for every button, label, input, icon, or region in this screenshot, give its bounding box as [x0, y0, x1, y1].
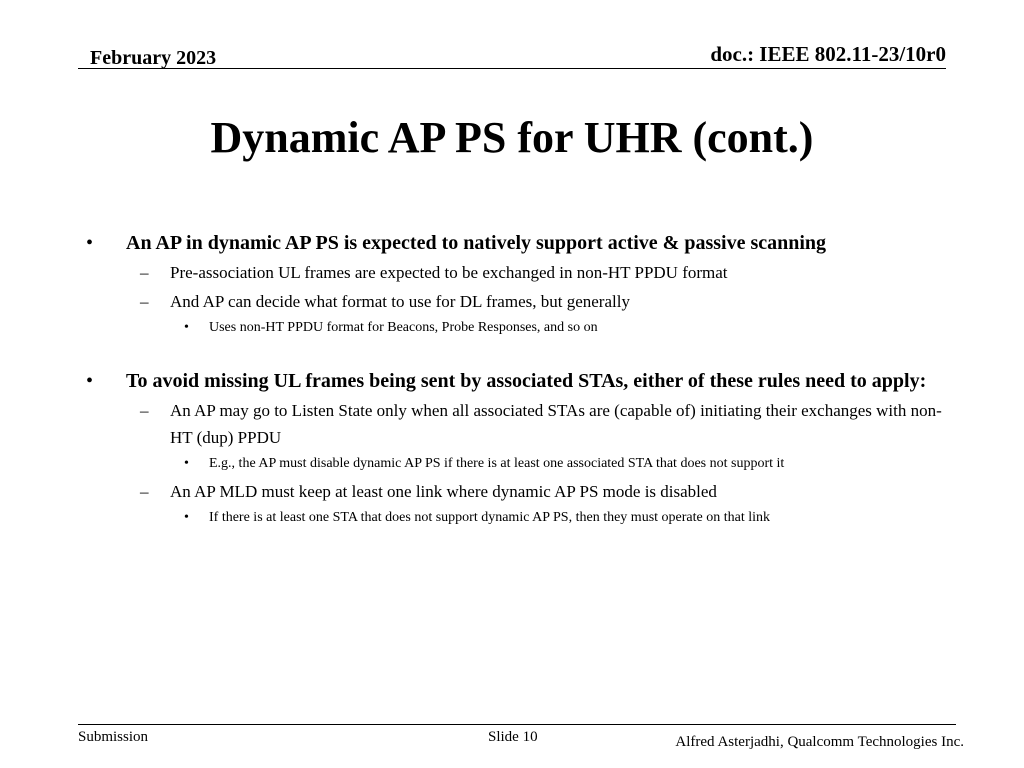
bullet-1-2-text: And AP can decide what format to use for DL frames, but generally — [170, 292, 630, 311]
bullet-1-1 — [84, 259, 964, 286]
bullet-2-2-text: An AP MLD must keep at least one link where dynamic AP PS mode is disabled — [170, 482, 717, 501]
footer-submission: Submission — [78, 729, 149, 745]
bullet-2-2-1 — [84, 505, 964, 530]
bullet-2-2 — [84, 478, 964, 505]
footer-rule — [78, 724, 956, 725]
bullet-2-1-text: An AP may go to Listen State only when all associated STAs are (capable of) initiating their exchanges with non-HT (dup) PPDU — [170, 401, 942, 447]
spacer — [84, 340, 964, 368]
bullet-2-2-1-text: If there is at least one STA that does not support dynamic AP PS, then they must operate on that link — [209, 510, 770, 525]
bullet-1-2 — [84, 288, 964, 315]
bullet-2 — [84, 368, 964, 395]
bullet-marker: • — [86, 232, 94, 254]
bullet-1-2-1 — [84, 315, 964, 340]
header-date: February 2023 — [90, 47, 217, 69]
bullet-2-1-1 — [84, 451, 964, 476]
header-doc-id: doc.: IEEE 802.11-23/10r0 — [710, 42, 946, 66]
bullet-2-1 — [84, 397, 964, 451]
footer-author: Alfred Asterjadhi, Qualcomm Technologies Inc. — [675, 734, 964, 750]
bullet-marker: • — [184, 456, 189, 471]
bullet-1-1-text: Pre-association UL frames are expected to be exchanged in non-HT PPDU format — [170, 263, 728, 282]
bullet-2-text: To avoid missing UL frames being sent by associated STAs, either of these rules need to apply: — [126, 370, 927, 392]
slide-body — [84, 230, 964, 530]
bullet-2-1-1-text: E.g., the AP must disable dynamic AP PS if there is at least one associated STA that does not support it — [209, 456, 785, 471]
bullet-marker: • — [184, 320, 189, 335]
slide-title: Dynamic AP PS for UHR (cont.) — [210, 113, 814, 162]
dash-marker: – — [140, 292, 149, 311]
bullet-1 — [84, 230, 964, 257]
dash-marker: – — [140, 401, 149, 420]
footer-slide-number: Slide 10 — [488, 729, 538, 745]
bullet-1-2-1-text: Uses non-HT PPDU format for Beacons, Probe Responses, and so on — [209, 320, 598, 335]
dash-marker: – — [140, 482, 149, 501]
header-rule — [78, 68, 946, 69]
bullet-1-text: An AP in dynamic AP PS is expected to natively support active & passive scanning — [126, 232, 827, 254]
bullet-marker: • — [86, 370, 94, 392]
dash-marker: – — [140, 263, 149, 282]
bullet-marker: • — [184, 510, 189, 525]
